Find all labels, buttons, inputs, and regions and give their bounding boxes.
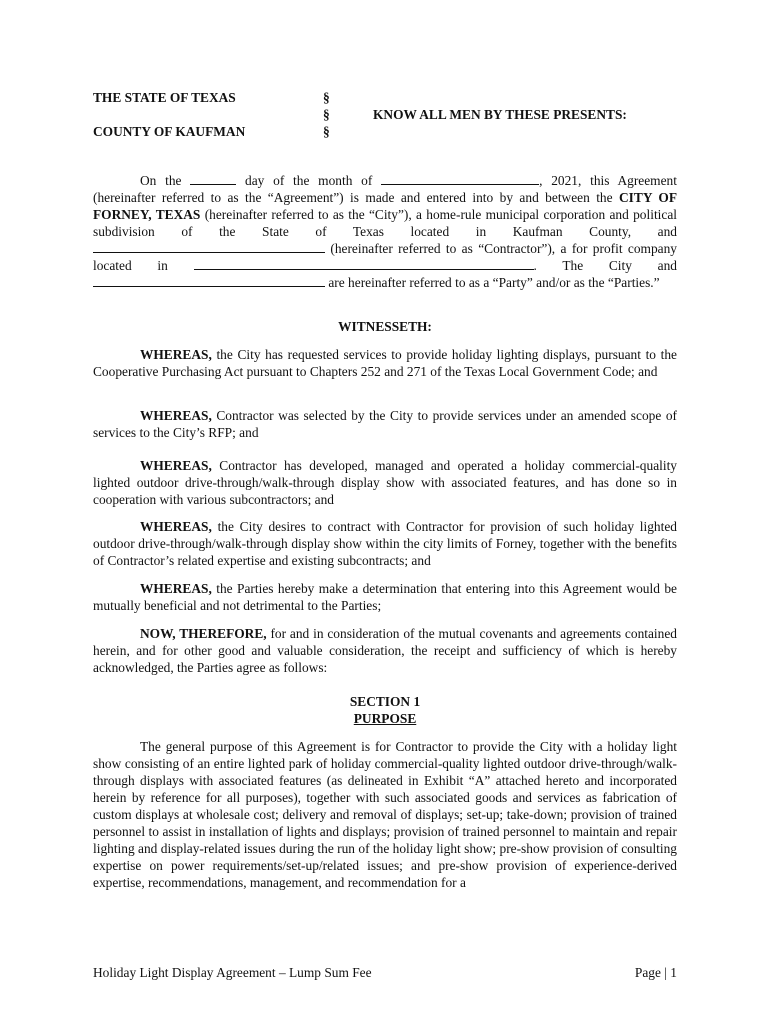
now-therefore-clause: NOW, THEREFORE, for and in consideration of the mutual covenants and agreements contained herein, and for other good and valuable consideration, the receipt and sufficiency of which is hereby acknowledged, the Parties agree as follows: <box>93 626 677 675</box>
whereas-clause-1: WHEREAS, the City has requested services to provide holiday lighting displays, pursuant to the Cooperative Purchasing Act pursuant to Chapters 252 and 271 of the Texas Local Government Code; and <box>93 347 677 379</box>
section-title-wrap <box>93 710 677 727</box>
contractor-name-blank-2[interactable] <box>93 274 325 287</box>
section-mark-3: § <box>323 124 330 139</box>
state-heading: THE STATE OF TEXAS <box>93 90 236 105</box>
section-mark-1: § <box>323 90 330 105</box>
intro-paragraph: On the day of the month of , 2021, this Agreement (hereinafter referred to as the “Agreement”) is made and entered into by and between the CITY OF FORNEY, TEXAS (hereinafter referred to as the “City”), a home-rule municipal corporation and political subdivision of the State of Texas located in Kaufman County, and (hereinafter referred to as “Contractor”), a for profit company located in . The City and are hereinafter referred to as a “Party” and/or as the “Parties.” <box>93 173 677 290</box>
witnesseth-heading: WITNESSETH: <box>338 319 432 334</box>
whereas-clause-3: WHEREAS, Contractor has developed, managed and operated a holiday commercial-quality lighted outdoor drive-through/walk-through display show with associated features, and has done so in cooperation with various subcontractors; and <box>93 458 677 507</box>
contractor-name-blank[interactable] <box>93 240 325 253</box>
whereas-clause-4: WHEREAS, the City desires to contract with Contractor for provision of such holiday lighted outdoor drive-through/walk-through display show within the city limits of Forney, together with the benefits of Contractor’s related expertise and existing subcontracts; and <box>93 519 677 568</box>
county-heading: COUNTY OF KAUFMAN <box>93 124 246 139</box>
month-blank[interactable] <box>381 172 539 185</box>
section-number: SECTION 1 <box>349 694 421 709</box>
whereas-clause-5: WHEREAS, the Parties hereby make a determination that entering into this Agreement would be mutually beneficial and not detrimental to the Parties; <box>93 581 677 613</box>
footer-title: Holiday Light Display Agreement – Lump Sum Fee <box>93 965 372 980</box>
page-number: Page | 1 <box>634 965 677 980</box>
company-location-blank[interactable] <box>194 257 534 270</box>
city-name: CITY OF FORNEY, TEXAS <box>93 190 677 222</box>
day-blank[interactable] <box>190 172 236 185</box>
section-mark-2: § <box>323 107 330 122</box>
know-all-heading: KNOW ALL MEN BY THESE PRESENTS: <box>373 107 627 122</box>
section-title: PURPOSE <box>353 711 417 726</box>
purpose-paragraph: The general purpose of this Agreement is for Contractor to provide the City with a holiday light show consisting of an entire lighted park of holiday commercial-quality lighted outdoor drive-through/walk-through displays with associated features (as delineated in Exhibit “A” attached hereto and incorporated herein by reference for all purposes), together with such associated goods and services as fabrication of custom displays at wholesale cost; delivery and removal of displays; set-up; take-down; provision of trained personnel to assist in installation of lights and displays; provision of trained personnel to maintain and repair lighting and display-related issues during the run of the holiday light show; pre-show provision of consulting expertise on power requirements/set-up/related issues; and pre-show provision of experience-derived expertise, recommendations, management, and recommendation for a <box>93 739 677 890</box>
whereas-clause-2: WHEREAS, Contractor was selected by the City to provide services under an amended scope of services to the City’s RFP; and <box>93 408 677 440</box>
